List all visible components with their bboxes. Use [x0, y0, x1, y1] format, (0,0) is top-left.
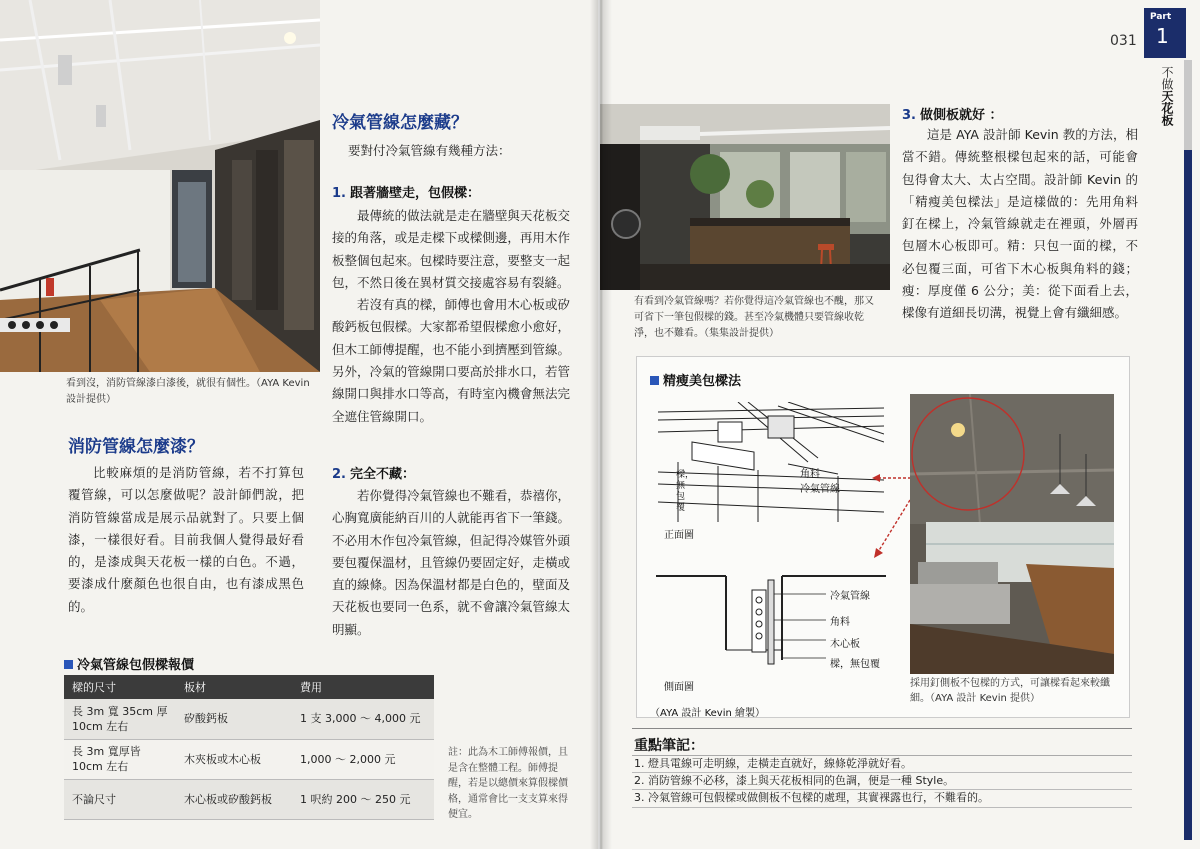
- table-cell: 木心板或矽酸鈣板: [176, 779, 292, 819]
- pipe-label-side: 冷氣管線: [830, 591, 870, 602]
- front-view-label: 正面圖: [664, 530, 694, 541]
- table-cell: 1,000 ～ 2,000 元: [292, 739, 434, 779]
- column-header: 樑的尺寸: [64, 675, 176, 699]
- section-intro: [348, 140, 578, 162]
- part-label: Part: [1150, 12, 1172, 22]
- notes-title: 重點筆記：: [634, 738, 704, 754]
- method1-paragraph-2: 若沒有真的樑，師傅也會用木心板或矽酸鈣板包假樑。大家都希望假樑愈小愈好，但木工師傅提醒，也不能小到擠壓到管線。另外，冷氣的管線開口要高於排水口，若管線開口與排水口等高，有時室內機會無法完全遮住管線開口。: [332, 297, 570, 424]
- price-table-title-text: 冷氣管線包假樑報價: [77, 658, 195, 673]
- method3-title: 做側板就好 ：: [919, 108, 1003, 123]
- part-tab: [1144, 8, 1186, 58]
- living-room-photo: [910, 394, 1114, 674]
- square-bullet-icon: [64, 660, 73, 669]
- table-cell: 長 3m 寬 35cm 厚 10cm 左右: [64, 699, 176, 739]
- column-header: 費用: [292, 675, 434, 699]
- kitchen-photo-caption: 有看到冷氣管線嗎？若你覺得這冷氣管線也不醜，那又可省下一筆包假樑的錢。甚至冷氣機體只要管線收乾淨，也不難看。（集集設計提供）: [634, 296, 874, 339]
- table-cell: 木夾板或木心板: [176, 739, 292, 779]
- book-gutter: [590, 0, 612, 849]
- interior-photo-fire-pipes: [0, 0, 320, 372]
- table-cell: 長 3m 寬厚皆 10cm 左右: [64, 739, 176, 779]
- beam-label-front: 樑，無包覆: [676, 470, 695, 513]
- method2-heading: [332, 463, 415, 482]
- side-view-label: 側面圖: [664, 682, 694, 693]
- table-cell: 不論尺寸: [64, 779, 176, 819]
- method3-heading: [902, 104, 1003, 123]
- note-item: 3. 冷氣管線可包假樑或做側板不包樑的處理，其實裸露也行，不難看的。: [634, 791, 989, 804]
- method1-body: [332, 205, 570, 428]
- diagram-title-text: 精瘦美包樑法: [663, 374, 742, 389]
- part-number: 1: [1156, 24, 1169, 48]
- method1-title: 跟著牆壁走，包假樑：: [349, 186, 480, 201]
- method2-body: [332, 485, 570, 641]
- chapter-side-bar: [1184, 150, 1192, 840]
- method3-number: 3.: [902, 108, 916, 123]
- column-header: 板材: [176, 675, 292, 699]
- note-item: 2. 消防管線不必移，漆上與天花板相同的色調，便是一種 Style。: [634, 774, 955, 787]
- intro-text: 要對付冷氣管線有幾種方法：: [348, 143, 511, 158]
- method1-paragraph-1: 最傳統的做法就是走在牆壁與天花板交接的角落，或是走樑下或樑側邊，再用木作板整個包起來。包樑時要注意，要整支一起包，不然日後在異材質交接處容易有裂縫。: [332, 208, 570, 290]
- price-table: [64, 675, 434, 820]
- section-heading-ac-pipes: 冷氣管線怎麼藏？: [332, 113, 468, 133]
- table-header-row: [64, 675, 434, 699]
- diagram-credit: （AYA 設計 Kevin 繪製）: [650, 708, 766, 719]
- pipe-label-front: 冷氣管線: [800, 484, 840, 495]
- page-edge-light: [1184, 60, 1192, 150]
- table-row: [64, 779, 434, 819]
- method2-number: 2.: [332, 467, 346, 482]
- section-heading-fire-pipes: 消防管線怎麼漆？: [68, 437, 204, 457]
- table-cell: 1 呎約 200 ～ 250 元: [292, 779, 434, 819]
- method3-body: [902, 124, 1138, 325]
- beam-label-side: 樑，無包覆: [830, 659, 880, 670]
- diagram-title: [650, 370, 741, 389]
- method2-title: 完全不藏：: [349, 467, 415, 482]
- front-view-drawing: [658, 402, 884, 522]
- fire-pipes-paragraph: 比較麻煩的是消防管線，若不打算包覆管線，可以怎麼做呢？設計師們說，把消防管線當成是展示品就對了。只要上個漆，一樣很好看。目前我個人覺得最好看的，是漆成與天花板一樣的白色。不過，要漆成什麼顏色也很自由，也有漆成黑色的。: [68, 465, 304, 614]
- left-page: [0, 0, 598, 849]
- note-item: 1. 燈具電線可走明線，走橫走直就好，線條乾淨就好看。: [634, 757, 912, 770]
- method3-paragraph: 這是 AYA 設計師 Kevin 教的方法，相當不錯。傳統整根樑包起來的話，可能會包得會太大、太占空間。設計師 Kevin 的「精瘦美包樑法」是這樣做的：先用角料釘在樑上，冷氣管線就走在裡頭，外層再包層木心板即可。精：只包一面的樑，不必包覆三面，可省下木心板與角料的錢；瘦：厚度僅 6 公分；美：從下面看上去，樑像有道細長切溝，視覺上會有纖細感。: [902, 127, 1138, 321]
- side-title-plain: 不做: [1160, 66, 1174, 90]
- price-table-title: [64, 654, 194, 673]
- living-room-caption: 採用釘側板不包樑的方式，可讓樑看起來較纖細。（AYA 設計 Kevin 提供）: [910, 678, 1110, 704]
- table-row: [64, 699, 434, 739]
- method2-paragraph-1: 若你覺得冷氣管線也不難看，恭禧你，心胸寬廣能納百川的人就能再省下一筆錢。不必用木作包冷氣管線，但記得冷媒管外頭要包覆保溫材，且管線仍要固定好，走橫或直的線條。因為保溫材都是白色的，壁面及天花板也要同一色系，就不會讓冷氣管線太明顯。: [332, 488, 570, 637]
- method1-heading: [332, 182, 480, 201]
- table-cell: 1 支 3,000 ～ 4,000 元: [292, 699, 434, 739]
- notes-top-rule: [632, 728, 1132, 729]
- table-cell: 矽酸鈣板: [176, 699, 292, 739]
- side-title-bold: 天花板: [1160, 90, 1174, 126]
- page-number: 031: [1110, 33, 1137, 49]
- fire-pipes-body: [68, 462, 304, 618]
- angle-label-front: 角料: [800, 469, 820, 480]
- chapter-side-title: [1158, 66, 1174, 126]
- left-photo-caption: 看到沒，消防管線漆白漆後，就很有個性。（AYA Kevin 設計提供）: [66, 378, 310, 405]
- method1-number: 1.: [332, 186, 346, 201]
- price-note: 註：此為木工師傅報價，且是含在整體工程。師傅提醒，若是以總價來算假樑價格，通常會比一支支算來得便宜。: [448, 747, 568, 820]
- kitchen-photo-ac-pipes: [600, 104, 890, 290]
- board-label-side: 木心板: [830, 639, 860, 650]
- table-row: [64, 739, 434, 779]
- square-bullet-icon: [650, 376, 659, 385]
- angle-label-side: 角料: [830, 617, 850, 628]
- notes-bottom-rule: [632, 807, 1132, 808]
